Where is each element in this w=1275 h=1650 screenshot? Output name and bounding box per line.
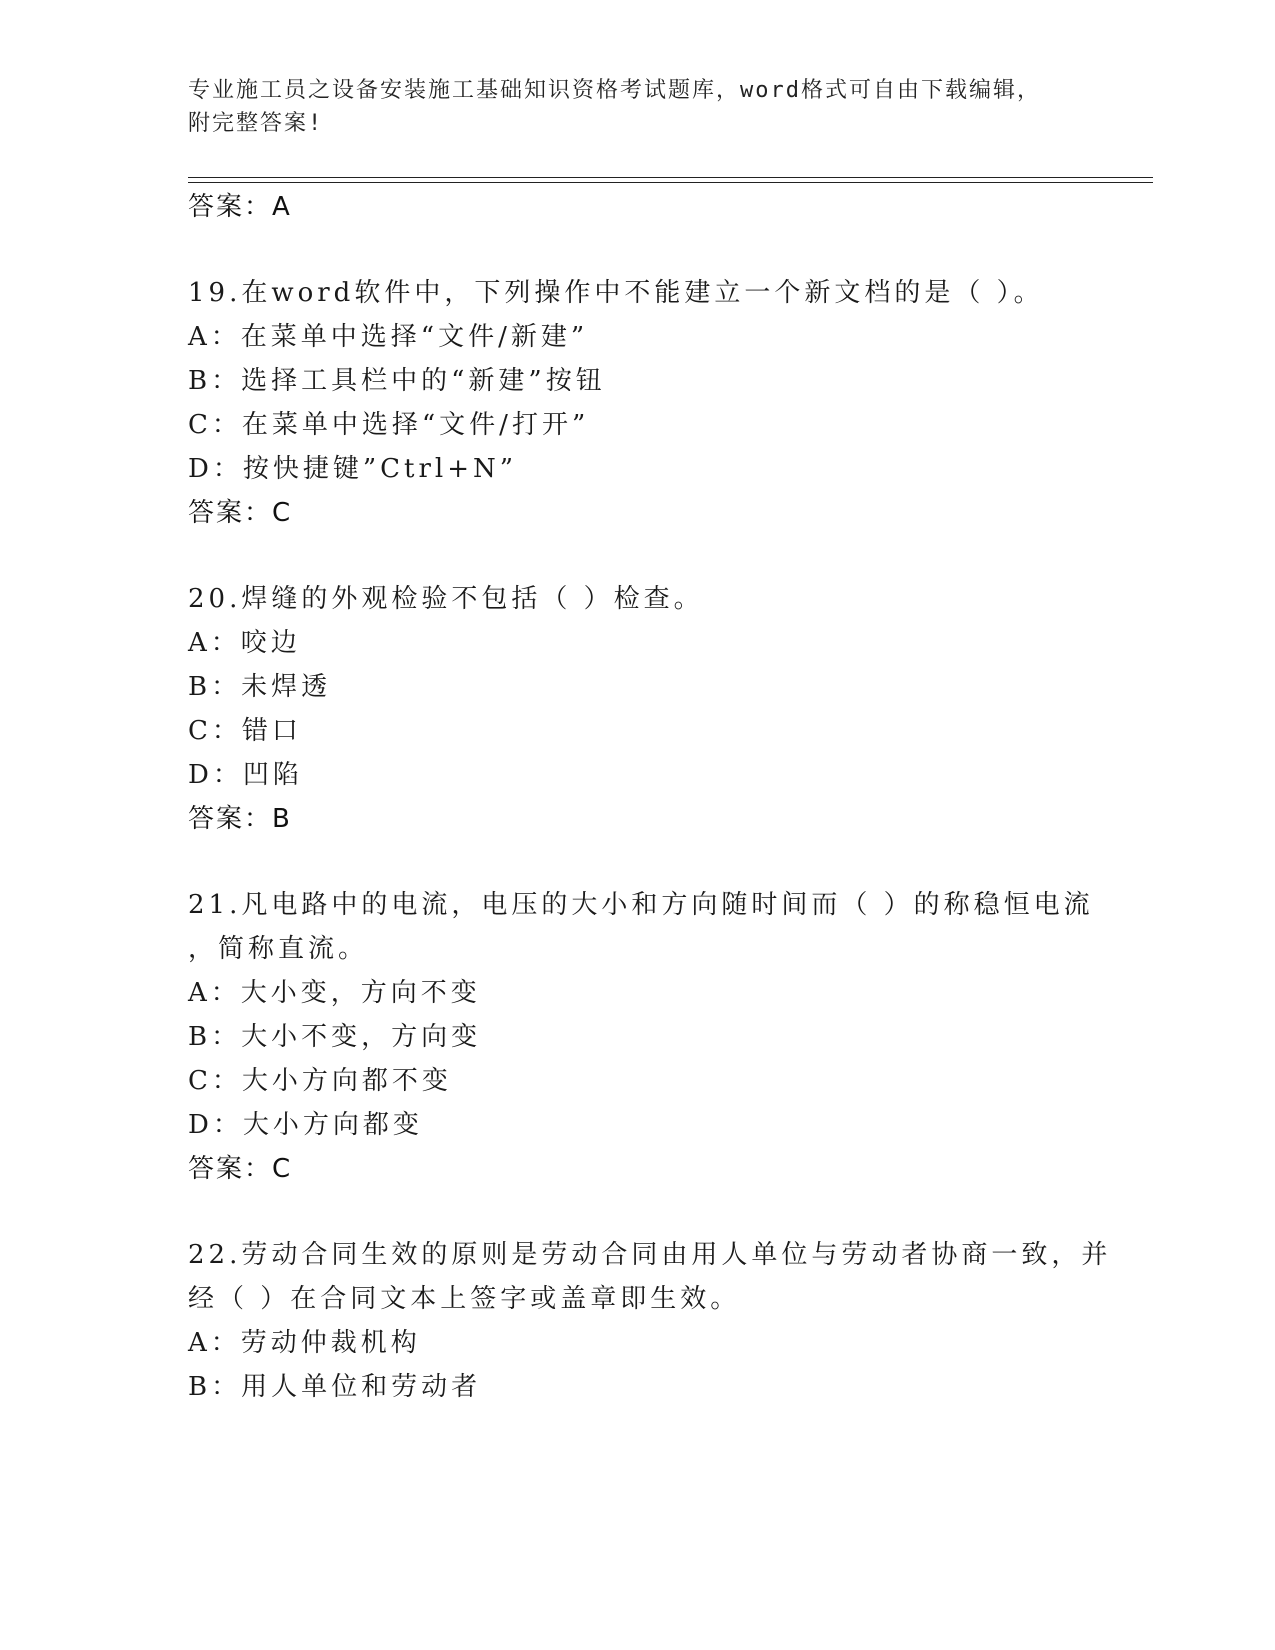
question-20-option-c: C：错口 [188,716,302,746]
question-21-option-c: C：大小方向都不变 [188,1066,452,1096]
question-19-option-b: B：选择工具栏中的“新建”按钮 [188,366,606,396]
question-21-stem-line-1: 21.凡电路中的电流，电压的大小和方向随时间而（ ）的称稳恒电流 [188,890,1094,920]
question-19-option-d: D：按快捷键”Ctrl+N” [188,454,518,484]
question-21-stem-line-2: ，简称直流。 [188,934,369,964]
question-22-stem-line-1: 22.劳动合同生效的原则是劳动合同由用人单位与劳动者协商一致，并 [188,1240,1112,1270]
header-divider-top [188,177,1153,178]
question-22-option-b: B：用人单位和劳动者 [188,1372,482,1402]
question-21-option-b: B：大小不变，方向变 [188,1022,482,1052]
question-19-option-c: C：在菜单中选择“文件/打开” [188,410,590,440]
previous-answer: 答案：A [188,192,292,222]
header-divider-bottom [188,182,1153,183]
question-21-answer: 答案：C [188,1154,293,1184]
question-21-option-d: D：大小方向都变 [188,1110,423,1140]
header-line-2: 附完整答案! [188,111,324,136]
question-22-stem-line-2: 经（ ）在合同文本上签字或盖章即生效。 [188,1284,741,1314]
header-line-1: 专业施工员之设备安装施工基础知识资格考试题库，word格式可自由下载编辑， [188,78,1041,103]
question-20-answer: 答案：B [188,804,292,834]
question-20-option-d: D：凹陷 [188,760,303,790]
question-20-option-a: A：咬边 [188,628,301,658]
question-19-stem: 19.在word软件中，下列操作中不能建立一个新文档的是（ ）。 [188,278,1044,308]
question-20-stem: 20.焊缝的外观检验不包括（ ）检查。 [188,584,704,614]
document-header [188,74,1088,140]
question-22-option-a: A：劳动仲裁机构 [188,1328,421,1358]
question-20-option-b: B：未焊透 [188,672,332,702]
question-19-option-a: A：在菜单中选择“文件/新建” [188,322,589,352]
question-19-answer: 答案：C [188,498,293,528]
question-21-option-a: A：大小变，方向不变 [188,978,481,1008]
